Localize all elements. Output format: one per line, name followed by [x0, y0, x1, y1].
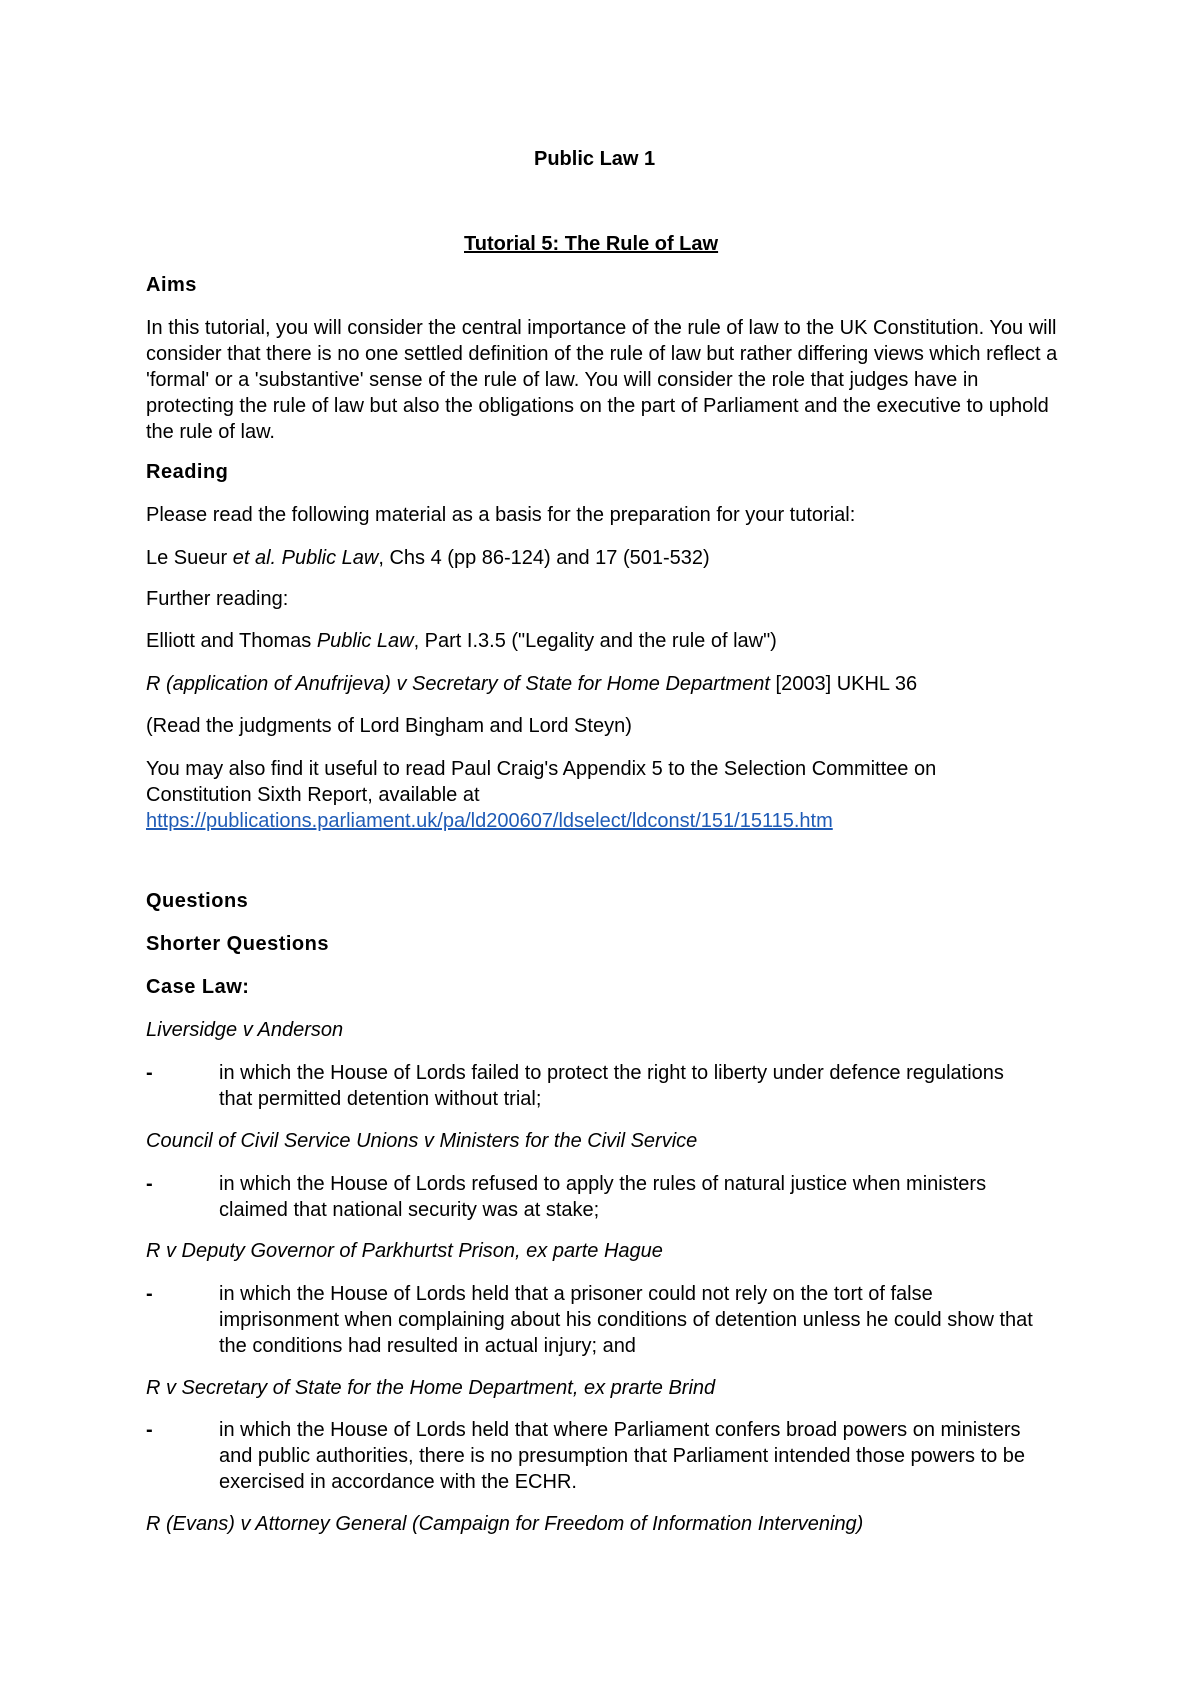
- reading-item-le-sueur-title: et al. Public Law: [232, 547, 379, 569]
- list-dash: -: [146, 1283, 153, 1305]
- aims-paragraph: In this tutorial, you will consider the central importance of the rule of law to the UK Constitution. You will consider that there is no one settled definition of the rule of law but rather differing views which reflect a 'formal' or a 'substantive' sense of the rule of law. You will consider the role that judges have in protecting the rule of law but also the obligations on the part of Parliament and the executive to uphold the rule of law.: [146, 317, 1058, 443]
- reading-judgments-note: (Read the judgments of Lord Bingham and Lord Steyn): [146, 715, 632, 737]
- case-note-liversidge: [146, 1060, 1033, 1112]
- list-dash: -: [146, 1419, 153, 1441]
- case-name-evans: R (Evans) v Attorney General (Campaign for Freedom of Information Intervening): [146, 1513, 864, 1535]
- case-law-heading: Case Law:: [146, 976, 250, 998]
- further-reading-label: Further reading:: [146, 588, 289, 610]
- shorter-questions-heading: Shorter Questions: [146, 933, 329, 955]
- case-note-brind: [146, 1417, 1033, 1495]
- reading-item-anufrijeva-citation: [2003] UKHL 36: [769, 673, 918, 695]
- case-name-liversidge: Liversidge v Anderson: [146, 1019, 344, 1041]
- reading-item-le-sueur-pages: , Chs 4 (pp 86-124) and 17 (501-532): [378, 547, 710, 569]
- reading-item-elliott-part: , Part I.3.5 ("Legality and the rule of law"): [413, 630, 777, 652]
- course-title: Public Law 1: [534, 148, 656, 170]
- reading-item-anufrijeva-case: R (application of Anufrijeva) v Secretary of State for Home Department: [146, 673, 770, 695]
- case-name-brind: R v Secretary of State for the Home Department, ex prarte Brind: [146, 1377, 716, 1399]
- reading-item-le-sueur-author: Le Sueur: [146, 547, 233, 569]
- case-note-text: in which the House of Lords held that where Parliament confers broad powers on ministers and public authorities, there is no presumption that Parliament intended those powers to be exercised in accordance with the ECHR.: [219, 1419, 1026, 1493]
- reading-intro: Please read the following material as a basis for the preparation for your tutorial:: [146, 504, 856, 526]
- tutorial-title: Tutorial 5: The Rule of Law: [464, 233, 719, 255]
- reading-heading: Reading: [146, 461, 229, 483]
- reading-craig-appendix: You may also find it useful to read Paul Craig's Appendix 5 to the Selection Committee on Constitution Sixth Report, available at: [146, 758, 937, 806]
- case-note-text: in which the House of Lords failed to protect the right to liberty under defence regulations that permitted detention without trial;: [219, 1062, 1004, 1110]
- reading-item-elliott-title: Public Law: [316, 630, 414, 652]
- reading-item-le-sueur: [146, 545, 1066, 571]
- case-name-hague: R v Deputy Governor of Parkhurtst Prison, ex parte Hague: [146, 1240, 663, 1262]
- reading-item-elliott: [146, 628, 1066, 654]
- case-note-text: in which the House of Lords held that a prisoner could not rely on the tort of false imprisonment when complaining about his conditions of detention unless he could show that the conditions had resulted in actual injury; and: [219, 1283, 1033, 1357]
- case-note-ccsu: [146, 1171, 1033, 1223]
- case-note-text: in which the House of Lords refused to apply the rules of natural justice when ministers claimed that national security was at stake;: [219, 1173, 987, 1221]
- reading-item-elliott-author: Elliott and Thomas: [146, 630, 317, 652]
- aims-heading: Aims: [146, 274, 197, 296]
- case-note-hague: [146, 1281, 1033, 1359]
- questions-heading: Questions: [146, 890, 249, 912]
- case-name-ccsu: Council of Civil Service Unions v Ministers for the Civil Service: [146, 1130, 698, 1152]
- list-dash: -: [146, 1173, 153, 1195]
- list-dash: -: [146, 1062, 153, 1084]
- reading-item-anufrijeva: [146, 671, 1066, 697]
- parliament-report-link[interactable]: https://publications.parliament.uk/pa/ld200607/ldselect/ldconst/151/15115.htm: [146, 810, 833, 832]
